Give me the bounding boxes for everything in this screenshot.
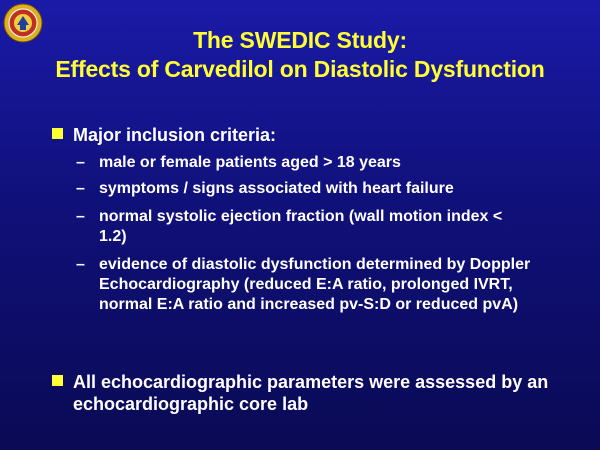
sub-bullet-age bbox=[76, 153, 549, 173]
sub-bullet-symptoms bbox=[76, 179, 549, 199]
dash-bullet-icon: – bbox=[76, 208, 85, 225]
dash-bullet-icon: – bbox=[76, 180, 85, 197]
sub-bullet-ejection-fraction bbox=[76, 207, 519, 247]
dash-bullet-icon: – bbox=[76, 154, 85, 171]
slide-title-line-2: Effects of Carvedilol on Diastolic Dysfunction bbox=[55, 56, 545, 82]
bullet-text: All echocardiographic parameters were assessed by an echocardiographic core lab bbox=[73, 372, 549, 414]
square-bullet-icon bbox=[52, 375, 63, 386]
sub-bullet-text: normal systolic ejection fraction (wall motion index < 1.2) bbox=[99, 208, 503, 245]
sub-bullet-text: evidence of diastolic dysfunction determined by Doppler Echocardiography (reduced E:A ratio, prolonged IVRT, normal E:A ratio and increased pv-S:D or reduced pvA) bbox=[99, 256, 531, 313]
sub-bullet-diastolic-dysfunction bbox=[76, 255, 539, 315]
square-bullet-icon bbox=[52, 128, 63, 139]
slide-title-line-1: The SWEDIC Study: bbox=[193, 27, 407, 53]
sub-bullet-text: symptoms / signs associated with heart failure bbox=[99, 180, 454, 197]
bullet-text: Major inclusion criteria: bbox=[73, 125, 277, 145]
sub-bullet-text: male or female patients aged > 18 years bbox=[99, 154, 401, 171]
dash-bullet-icon: – bbox=[76, 256, 85, 273]
